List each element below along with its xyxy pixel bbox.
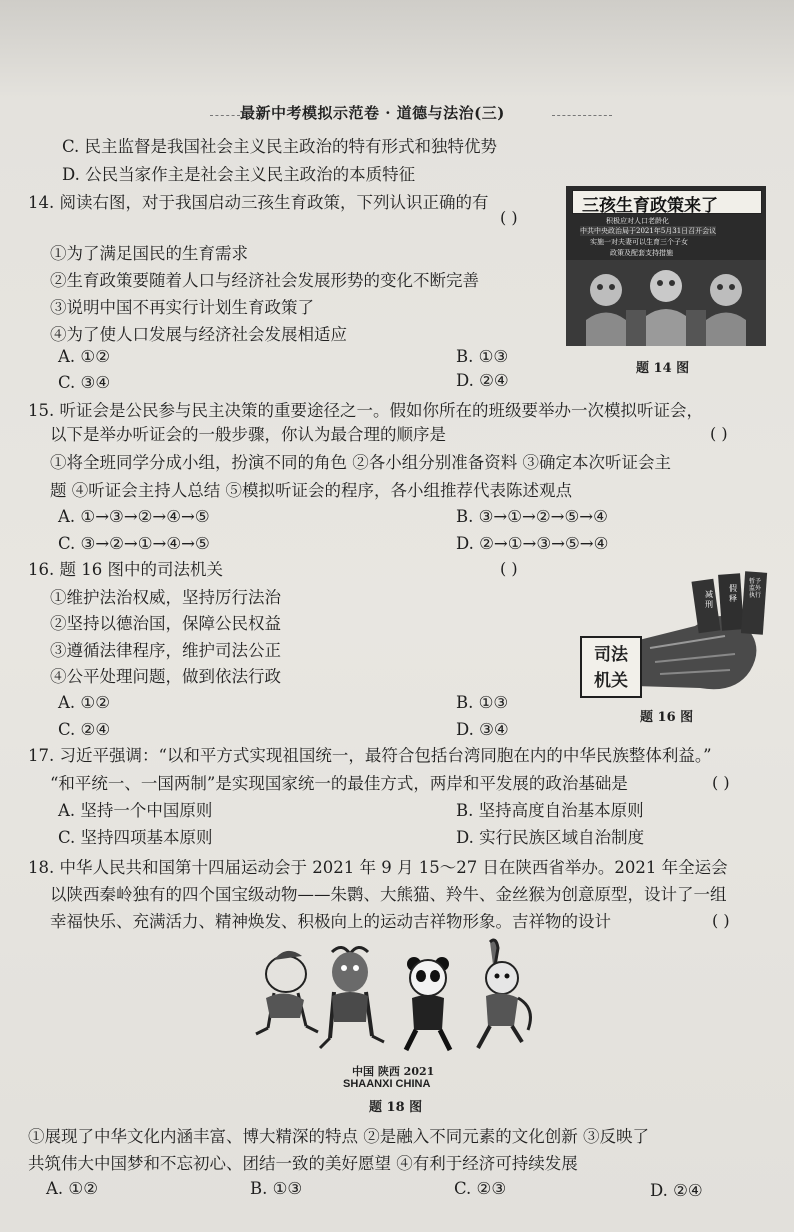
q18-figure-label-1: 中国 陕西 2021 xyxy=(352,1065,435,1078)
q17-option-b[interactable]: B. 坚持高度自治基本原则 xyxy=(456,801,644,820)
q15-option-b[interactable]: B. ③→①→②→⑤→④ xyxy=(456,507,608,526)
q18-stem-2: 以陕西秦岭独有的四个国宝级动物——朱鹮、大熊猫、羚牛、金丝猴为创意原型，设计了一组 xyxy=(50,885,727,904)
q14-item-2: ②生育政策要随着人口与经济社会发展形势的变化不断完善 xyxy=(50,271,479,290)
q16-item-2: ②坚持以德治国，保障公民权益 xyxy=(50,614,281,633)
q18-figure-caption: 题 18 图 xyxy=(369,1100,423,1115)
q16-option-b[interactable]: B. ①③ xyxy=(456,693,509,712)
q15-option-c[interactable]: C. ③→②→①→④→⑤ xyxy=(58,534,210,553)
q18-statements-line-1: ①展现了中华文化内涵丰富、博大精深的特点 ②是融入不同元素的文化创新 ③反映了 xyxy=(28,1127,649,1146)
q15-option-d[interactable]: D. ②→①→③→⑤→④ xyxy=(456,534,609,553)
q14-stem: 14. 阅读右图，对于我国启动三孩生育政策，下列认识正确的有 xyxy=(28,193,489,212)
mascot-panda-icon xyxy=(406,957,450,1050)
q14-figure xyxy=(566,186,766,346)
q16-option-a[interactable]: A. ①② xyxy=(58,693,110,712)
q18-answer-paren[interactable]: ( ) xyxy=(712,911,730,930)
q15-stem-2: 以下是举办听证会的一般步骤，你认为最合理的顺序是 xyxy=(50,425,446,444)
q17-option-d[interactable]: D. 实行民族区域自治制度 xyxy=(456,828,645,847)
q18-option-c[interactable]: C. ②③ xyxy=(454,1179,507,1198)
q18-option-b[interactable]: B. ①③ xyxy=(250,1179,303,1198)
q14-figure-line-3: 实施一对夫妻可以生育三个子女 xyxy=(590,238,688,246)
q16-badge-jianxing: 减刑 xyxy=(705,590,713,609)
q14-option-a[interactable]: A. ①② xyxy=(58,347,110,366)
q16-figure-label-1: 司法 xyxy=(594,645,628,665)
q18-option-a[interactable]: A. ①② xyxy=(46,1179,98,1198)
q15-option-a[interactable]: A. ①→③→②→④→⑤ xyxy=(58,507,210,526)
q16-figure-caption: 题 16 图 xyxy=(640,710,694,725)
q18-option-d[interactable]: D. ②④ xyxy=(650,1181,703,1200)
q14-item-3: ③说明中国不再实行计划生育政策了 xyxy=(50,298,314,317)
q18-stem-3: 幸福快乐、充满活力、精神焕发、积极向上的运动吉祥物形象。吉祥物的设计 xyxy=(50,912,611,931)
q16-stem: 16. 题 16 图中的司法机关 xyxy=(28,560,223,579)
q16-item-4: ④公平处理问题，做到依法行政 xyxy=(50,667,281,686)
q18-stem: 18. 中华人民共和国第十四届运动会于 2021 年 9 月 15～27 日在陕西省举办。2021 年全运会 xyxy=(28,858,728,877)
mascot-ibis-icon xyxy=(256,951,318,1034)
q18-statements-line-2: 共筑伟大中国梦和不忘初心、团结一致的美好愿望 ④有利于经济可持续发展 xyxy=(28,1154,578,1173)
q14-figure-line-4: 政策及配套支持措施 xyxy=(610,249,673,257)
q18-figure-label-2: SHAANXI CHINA xyxy=(343,1078,431,1090)
q16-option-c[interactable]: C. ②④ xyxy=(58,720,111,739)
mascot-takin-icon xyxy=(320,947,384,1048)
mascot-monkey-icon xyxy=(478,940,530,1048)
q16-item-1: ①维护法治权威，坚持厉行法治 xyxy=(50,588,281,607)
q17-stem: 17. 习近平强调：“以和平方式实现祖国统一，最符合包括台湾同胞在内的中华民族整体利益。” xyxy=(28,746,712,765)
q16-badge-jianwai: 暂予监外执行 xyxy=(748,578,761,599)
q16-badge-jiashi: 假释 xyxy=(729,584,737,603)
q14-figure-illustration xyxy=(566,260,766,346)
q17-option-a[interactable]: A. 坚持一个中国原则 xyxy=(58,801,213,820)
q14-answer-paren[interactable]: ( ) xyxy=(500,208,518,227)
header-rule-left xyxy=(210,115,240,116)
q14-figure-line-2: 中共中央政治局于2021年5月31日召开会议 xyxy=(580,227,717,235)
q18-figure-mascots xyxy=(246,938,546,1062)
q14-item-4: ④为了使人口发展与经济社会发展相适应 xyxy=(50,325,347,344)
q16-figure-label-2: 机关 xyxy=(594,671,628,691)
q14-option-b[interactable]: B. ①③ xyxy=(456,347,509,366)
q14-figure-caption: 题 14 图 xyxy=(636,361,690,376)
q16-answer-paren[interactable]: ( ) xyxy=(500,559,518,578)
prev-option-c: C. 民主监督是我国社会主义民主政治的特有形式和独特优势 xyxy=(62,137,498,156)
q15-steps-line-2: 题 ④听证会主持人总结 ⑤模拟听证会的程序，各小组推荐代表陈述观点 xyxy=(50,481,572,500)
q16-item-3: ③遵循法律程序，维护司法公正 xyxy=(50,641,281,660)
header-rule-right xyxy=(552,115,612,116)
q15-stem: 15. 听证会是公民参与民主决策的重要途径之一。假如你所在的班级要举办一次模拟听证会， xyxy=(28,401,703,420)
q14-figure-title: 三孩生育政策来了 xyxy=(582,196,718,216)
q15-steps-line-1: ①将全班同学分成小组，扮演不同的角色 ②各小组分别准备资料 ③确定本次听证会主 xyxy=(50,453,671,472)
q14-option-c[interactable]: C. ③④ xyxy=(58,373,111,392)
prev-option-d: D. 公民当家作主是社会主义民主政治的本质特征 xyxy=(62,165,416,184)
q17-option-c[interactable]: C. 坚持四项基本原则 xyxy=(58,828,213,847)
q17-answer-paren[interactable]: ( ) xyxy=(712,773,730,792)
q14-figure-line-1: 积极应对人口老龄化 xyxy=(606,217,669,225)
q15-answer-paren[interactable]: ( ) xyxy=(710,424,728,443)
q17-stem-2: “和平统一、一国两制”是实现国家统一的最佳方式，两岸和平发展的政治基础是 xyxy=(50,774,628,793)
q14-option-d[interactable]: D. ②④ xyxy=(456,371,509,390)
page-header: 最新中考模拟示范卷 · 道德与法治(三) xyxy=(240,104,505,122)
q14-item-1: ①为了满足国民的生育需求 xyxy=(50,244,248,263)
q16-option-d[interactable]: D. ③④ xyxy=(456,720,509,739)
